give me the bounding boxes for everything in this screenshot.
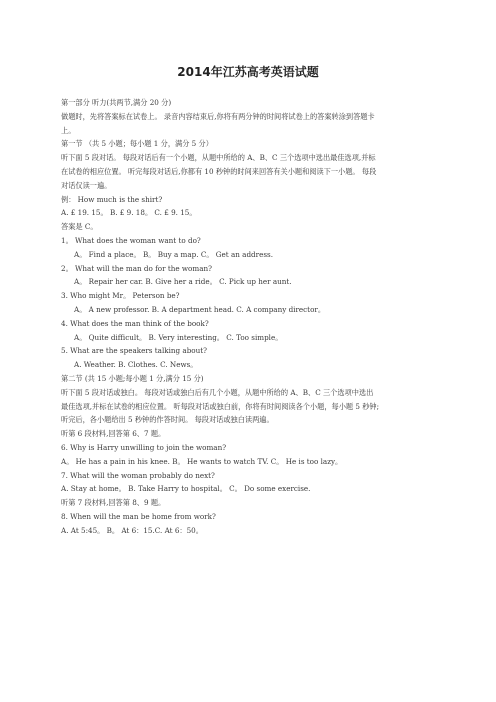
text-line: 8. When will the man be home from work? <box>61 511 216 521</box>
text-line: 听第 7 段材料,回答第 8、9 题。 <box>61 498 166 508</box>
document-title: 2014年江苏高考英语试题 <box>177 65 319 79</box>
text-line: 第一节 （共 5 小题；每小题 1 分，满分 5 分） <box>61 139 213 149</box>
text-line: 5. What are the speakers talking about? <box>61 346 208 356</box>
text-line: 3. Who might Mr。 Peterson be? <box>61 291 180 301</box>
text-line: A。 Quite difficult。 B. Very interesting。 C. Too simple。 <box>74 332 283 342</box>
text-line: 上。 <box>61 125 76 135</box>
text-line: A. Weather. B. Clothes. C. News。 <box>74 360 198 370</box>
text-line: 7. What will the woman probably do next? <box>61 470 215 480</box>
text-line: 2。 What will the man do for the woman? <box>61 263 212 273</box>
text-line: 最佳选项,并标在试卷的相应位置。 听每段对话或独白前，你将有时间阅读各个小题，每小题 5 秒钟; <box>61 401 380 411</box>
text-line: A. £ 19. 15。 B. £ 9. 18。 C. £ 9. 15。 <box>61 208 197 218</box>
text-line: 1。 What does the woman want to do? <box>61 235 201 245</box>
text-line: 听完后，各小题给出 5 秒钟的作答时间。 每段对话或独白读两遍。 <box>61 415 274 425</box>
text-line: 第一部分 听力(共两节,满分 20 分) <box>61 98 172 107</box>
text-line: A。 He has a pain in his knee. B。 He wants to watch TV. C。 He is too lazy。 <box>61 456 343 466</box>
text-line: 第二节 (共 15 小题;每小题 1 分,满分 15 分) <box>61 373 204 383</box>
text-line: 在试卷的相应位置。 听完每段对话后,你都有 10 秒钟的时间来回答有关小题和阅读下一小题。 每段 <box>61 166 377 176</box>
text-line: 听下面 5 段对话。 每段对话后有一个小题，从题中所给的 A、B、C 三个选项中选出最佳选项,并标 <box>61 153 376 163</box>
text-line: A. At 5:45。 B。 At 6：15.C. At 6：50。 <box>61 525 203 535</box>
text-line: A。 Find a place。 B。 Buy a map. C。 Get an address. <box>74 249 273 259</box>
text-line: A。 A new professor. B. A department head. C. A company director。 <box>74 304 326 314</box>
text-line: 6. Why is Harry unwilling to join the woman? <box>61 442 227 452</box>
text-line: A。 Repair her car. B. Give her a ride。 C. Pick up her aunt. <box>74 277 292 287</box>
text-line: A. Stay at home。 B. Take Harry to hospital。 C。 Do some exercise. <box>61 484 311 494</box>
document-body <box>61 96 439 538</box>
text-line: 听下面 5 段对话或独白。 每段对话或独白后有几个小题，从题中所给的 A、B、C 三个选项中选出 <box>61 387 374 397</box>
text-line: 做题时，先将答案标在试卷上。 录音内容结束后,你将有两分钟的时间将试卷上的答案转涂到答题卡 <box>61 111 375 121</box>
text-line: 4. What does the man think of the book? <box>61 318 209 328</box>
text-line: 答案是 C。 <box>61 222 98 232</box>
text-line: 对话仅读一遍。 <box>61 180 112 190</box>
text-line: 听第 6 段材料,回答第 6、7 题。 <box>61 429 166 439</box>
text-line: 例： How much is the shirt? <box>61 194 163 204</box>
